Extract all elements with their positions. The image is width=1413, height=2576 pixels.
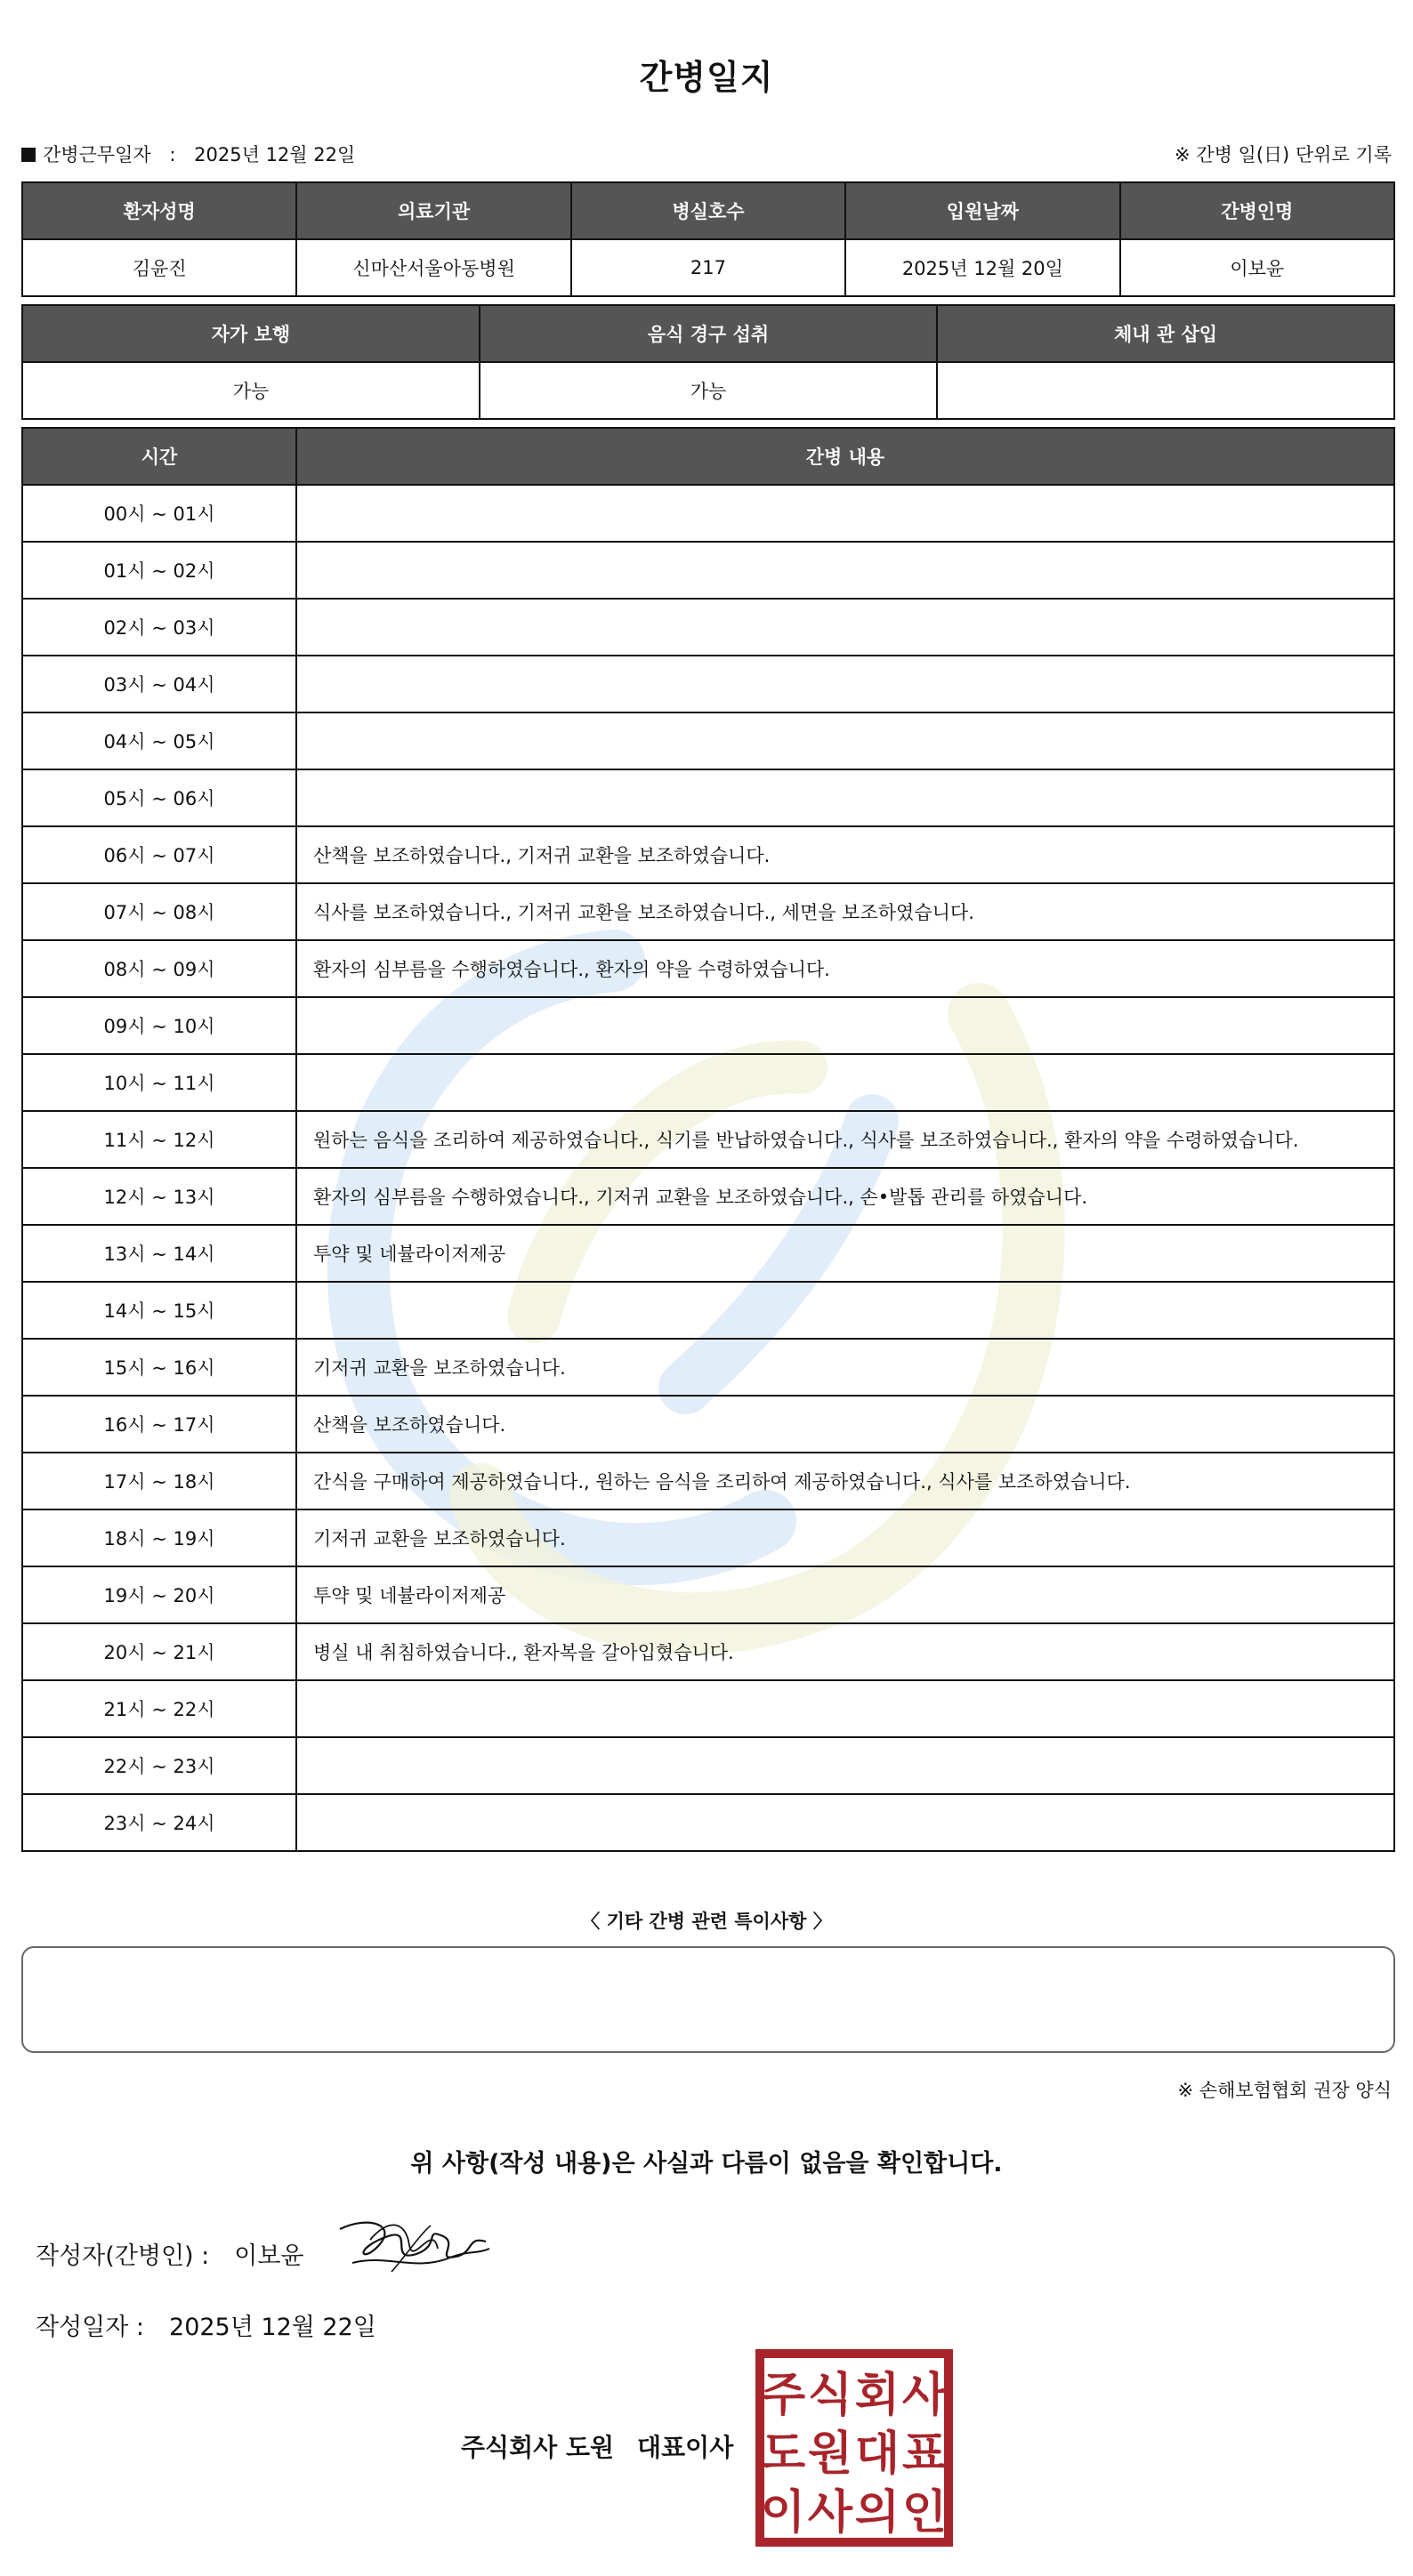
table-row <box>22 1453 1394 1509</box>
table-row <box>22 1054 1394 1111</box>
log-content-cell <box>296 1680 1394 1737</box>
header-time: 시간 <box>22 428 296 485</box>
caregiver-name: 이보윤 <box>1120 239 1394 296</box>
square-bullet-icon <box>21 148 36 162</box>
header-admission-date: 입원날짜 <box>845 182 1119 239</box>
company-seal-stamp <box>755 2348 954 2548</box>
seal-character: 원 <box>807 2427 853 2481</box>
seal-character: 사 <box>807 2486 853 2540</box>
log-time-cell: 10시 ~ 11시 <box>22 1054 296 1111</box>
seal-character: 의 <box>854 2486 900 2540</box>
log-content-cell: 식사를 보조하였습니다., 기저귀 교환을 보조하였습니다., 세면을 보조하였습니다. <box>296 883 1394 940</box>
patient-header-row <box>22 182 1394 239</box>
writer-name: 이보윤 <box>234 2242 304 2270</box>
log-time-cell: 07시 ~ 08시 <box>22 883 296 940</box>
write-date-value: 2025년 12월 22일 <box>169 2314 376 2341</box>
oral-intake-value: 가능 <box>480 362 937 419</box>
table-row <box>22 712 1394 769</box>
handwritten-signature <box>335 2210 491 2286</box>
log-time-cell: 04시 ~ 05시 <box>22 712 296 769</box>
log-time-cell: 22시 ~ 23시 <box>22 1737 296 1794</box>
remarks-box <box>21 1946 1395 2053</box>
document-title: 간병일지 <box>639 58 774 97</box>
table-row <box>22 485 1394 542</box>
self-walking-value: 가능 <box>22 362 480 419</box>
log-time-cell: 08시 ~ 09시 <box>22 940 296 997</box>
seal-character: 식 <box>807 2369 853 2422</box>
log-time-cell: 14시 ~ 15시 <box>22 1282 296 1339</box>
header-caregiver-name: 간병인명 <box>1120 182 1394 239</box>
room-number: 217 <box>571 239 845 296</box>
write-date-label: 작성일자 : <box>36 2314 145 2341</box>
log-header-row <box>22 428 1394 485</box>
remarks-title: 〈 기타 간병 관련 특이사항 〉 <box>581 1911 832 1932</box>
log-content-cell: 기저귀 교환을 보조하였습니다. <box>296 1339 1394 1396</box>
log-time-cell: 03시 ~ 04시 <box>22 656 296 712</box>
log-content-cell: 환자의 심부름을 수행하였습니다., 기저귀 교환을 보조하였습니다., 손•발톱 관리를 하였습니다. <box>296 1168 1394 1225</box>
header-institution: 의료기관 <box>296 182 570 239</box>
table-row <box>22 1623 1394 1680</box>
table-row <box>22 769 1394 826</box>
table-row <box>22 940 1394 997</box>
log-content-cell: 원하는 음식을 조리하여 제공하였습니다., 식기를 반납하였습니다., 식사를 보조하였습니다., 환자의 약을 수령하였습니다. <box>296 1111 1394 1168</box>
table-row <box>22 1225 1394 1282</box>
table-row <box>22 1566 1394 1623</box>
admission-date: 2025년 12월 20일 <box>845 239 1119 296</box>
table-row <box>22 599 1394 656</box>
log-content-cell <box>296 1794 1394 1851</box>
seal-character: 이 <box>760 2486 806 2540</box>
log-time-cell: 01시 ~ 02시 <box>22 542 296 599</box>
log-content-cell <box>296 1737 1394 1794</box>
log-time-cell: 19시 ~ 20시 <box>22 1566 296 1623</box>
work-date-line <box>21 141 355 167</box>
log-time-cell: 16시 ~ 17시 <box>22 1396 296 1453</box>
care-log-table <box>21 427 1395 1852</box>
log-content-cell: 산책을 보조하였습니다., 기저귀 교환을 보조하였습니다. <box>296 826 1394 883</box>
patient-value-row <box>22 239 1394 296</box>
table-row <box>22 542 1394 599</box>
log-time-cell: 18시 ~ 19시 <box>22 1509 296 1566</box>
log-time-cell: 06시 ~ 07시 <box>22 826 296 883</box>
log-time-cell: 20시 ~ 21시 <box>22 1623 296 1680</box>
log-content-cell <box>296 769 1394 826</box>
log-time-cell: 13시 ~ 14시 <box>22 1225 296 1282</box>
header-care-content: 간병 내용 <box>296 428 1394 485</box>
log-time-cell: 11시 ~ 12시 <box>22 1111 296 1168</box>
work-date-separator: : <box>169 144 176 165</box>
log-content-cell: 산책을 보조하였습니다. <box>296 1396 1394 1453</box>
write-date-line <box>36 2307 376 2342</box>
log-content-cell <box>296 542 1394 599</box>
work-date-value: 2025년 12월 22일 <box>194 144 356 165</box>
log-content-cell <box>296 997 1394 1054</box>
log-content-cell: 투약 및 네뷸라이저제공 <box>296 1225 1394 1282</box>
company-line <box>461 2428 733 2464</box>
log-time-cell: 23시 ~ 24시 <box>22 1794 296 1851</box>
log-time-cell: 12시 ~ 13시 <box>22 1168 296 1225</box>
table-row <box>22 1339 1394 1396</box>
header-tube-insertion: 체내 관 삽입 <box>937 305 1394 362</box>
seal-character: 주 <box>760 2369 806 2422</box>
log-content-cell <box>296 485 1394 542</box>
patient-info-table <box>21 181 1395 297</box>
header-oral-intake: 음식 경구 섭취 <box>480 305 937 362</box>
seal-character: 도 <box>760 2427 806 2481</box>
header-room-number: 병실호수 <box>571 182 845 239</box>
record-unit-note: ※ 간병 일(日) 단위로 기록 <box>1175 144 1392 165</box>
log-time-cell: 05시 ~ 06시 <box>22 769 296 826</box>
institution-name: 신마산서울아동병원 <box>296 239 570 296</box>
log-content-cell: 병실 내 취침하였습니다., 환자복을 갈아입혔습니다. <box>296 1623 1394 1680</box>
patient-name: 김윤진 <box>22 239 296 296</box>
writer-label: 작성자(간병인) : <box>36 2242 210 2270</box>
table-row <box>22 1794 1394 1851</box>
status-header-row <box>22 305 1394 362</box>
log-content-cell <box>296 656 1394 712</box>
company-name: 주식회사 도원 <box>461 2433 615 2462</box>
log-time-cell: 00시 ~ 01시 <box>22 485 296 542</box>
seal-character: 대 <box>854 2427 900 2481</box>
table-row <box>22 1396 1394 1453</box>
seal-character: 인 <box>901 2486 948 2540</box>
table-row <box>22 1737 1394 1794</box>
table-row <box>22 1111 1394 1168</box>
log-time-cell: 17시 ~ 18시 <box>22 1453 296 1509</box>
log-time-cell: 02시 ~ 03시 <box>22 599 296 656</box>
form-source-note: ※ 손해보험협회 권장 양식 <box>1177 2080 1392 2101</box>
header-patient-name: 환자성명 <box>22 182 296 239</box>
log-content-cell <box>296 712 1394 769</box>
log-content-cell: 간식을 구매하여 제공하였습니다., 원하는 음식을 조리하여 제공하였습니다., 식사를 보조하였습니다. <box>296 1453 1394 1509</box>
confirmation-statement: 위 사항(작성 내용)은 사실과 다름이 없음을 확인합니다. <box>410 2150 1003 2178</box>
table-row <box>22 1680 1394 1737</box>
tube-insertion-value <box>937 362 1394 419</box>
table-row <box>22 1282 1394 1339</box>
writer-line <box>36 2236 304 2271</box>
log-content-cell <box>296 1282 1394 1339</box>
log-content-cell: 환자의 심부름을 수행하였습니다., 환자의 약을 수령하였습니다. <box>296 940 1394 997</box>
status-value-row <box>22 362 1394 419</box>
care-log-body <box>22 485 1394 1851</box>
log-content-cell <box>296 1054 1394 1111</box>
seal-character: 회 <box>854 2369 900 2422</box>
table-row <box>22 1509 1394 1566</box>
representative-title: 대표이사 <box>637 2433 734 2462</box>
log-time-cell: 15시 ~ 16시 <box>22 1339 296 1396</box>
log-content-cell: 투약 및 네뷸라이저제공 <box>296 1566 1394 1623</box>
patient-status-table <box>21 304 1395 420</box>
header-self-walking: 자가 보행 <box>22 305 480 362</box>
table-row <box>22 997 1394 1054</box>
log-content-cell: 기저귀 교환을 보조하였습니다. <box>296 1509 1394 1566</box>
log-time-cell: 21시 ~ 22시 <box>22 1680 296 1737</box>
work-date-label: 간병근무일자 <box>43 144 151 165</box>
table-row <box>22 656 1394 712</box>
seal-character: 표 <box>901 2427 948 2481</box>
table-row <box>22 883 1394 940</box>
table-row <box>22 826 1394 883</box>
seal-character: 사 <box>901 2369 948 2422</box>
table-row <box>22 1168 1394 1225</box>
log-content-cell <box>296 599 1394 656</box>
log-time-cell: 09시 ~ 10시 <box>22 997 296 1054</box>
